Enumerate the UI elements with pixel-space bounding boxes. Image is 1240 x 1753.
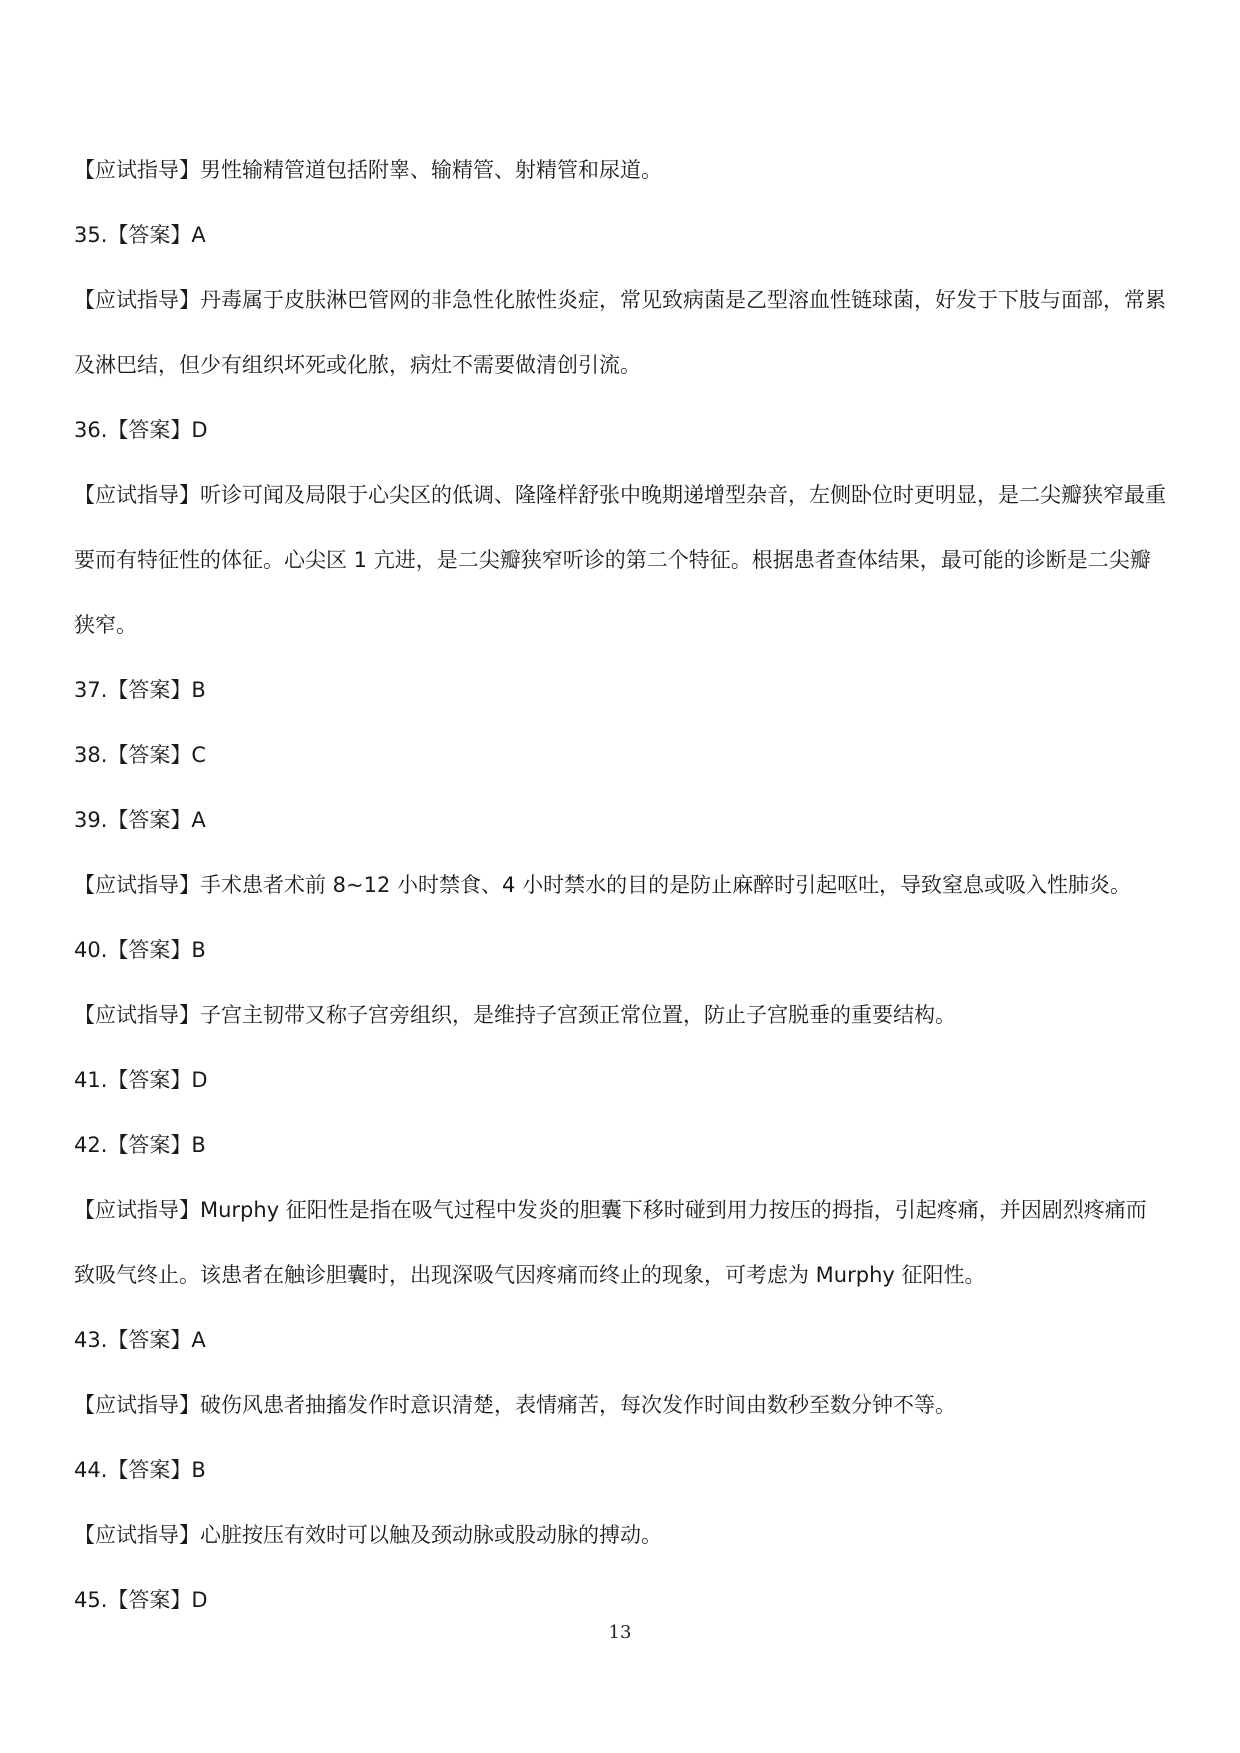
- page-number: 13: [608, 1622, 632, 1643]
- answer-label: 【答案】: [107, 1328, 192, 1352]
- answer-label: 【答案】: [107, 678, 192, 702]
- answer-value: B: [191, 938, 206, 962]
- question-number: 36.: [74, 418, 108, 442]
- question-number: 40.: [74, 938, 108, 962]
- guide-label: 【应试指导】: [74, 288, 200, 312]
- answer-line: [74, 1438, 1166, 1503]
- guide-paragraph: [74, 853, 1166, 918]
- guide-text: 破伤风患者抽搐发作时意识清楚，表情痛苦，每次发作时间由数秒至数分钟不等。: [200, 1393, 956, 1417]
- guide-text: 手术患者术前 8~12 小时禁食、4 小时禁水的目的是防止麻醉时引起呕吐，导致窒息或吸入性肺炎。: [200, 873, 1132, 897]
- answer-label: 【答案】: [107, 1068, 192, 1092]
- question-number: 45.: [74, 1588, 108, 1612]
- answer-key-content: [74, 138, 1166, 1633]
- answer-value: A: [191, 1328, 206, 1352]
- guide-paragraph: [74, 268, 1166, 398]
- guide-label: 【应试指导】: [74, 1393, 200, 1417]
- guide-label: 【应试指导】: [74, 483, 200, 507]
- question-number: 39.: [74, 808, 108, 832]
- answer-value: C: [191, 743, 207, 767]
- guide-paragraph: [74, 983, 1166, 1048]
- answer-line: [74, 658, 1166, 723]
- guide-paragraph: [74, 1503, 1166, 1568]
- answer-label: 【答案】: [107, 938, 192, 962]
- question-number: 41.: [74, 1068, 108, 1092]
- guide-paragraph: [74, 463, 1166, 658]
- question-number: 43.: [74, 1328, 108, 1352]
- guide-label: 【应试指导】: [74, 1523, 200, 1547]
- answer-line: [74, 788, 1166, 853]
- guide-label: 【应试指导】: [74, 1003, 200, 1027]
- guide-text: Murphy 征阳性是指在吸气过程中发炎的胆囊下移时碰到用力按压的拇指，引起疼痛，并因剧烈疼痛而致吸气终止。该患者在触诊胆囊时，出现深吸气因疼痛而终止的现象，可考虑为 Murphy 征阳性。: [74, 1198, 1147, 1287]
- question-number: 44.: [74, 1458, 108, 1482]
- question-number: 42.: [74, 1133, 108, 1157]
- answer-line: [74, 203, 1166, 268]
- guide-paragraph: [74, 138, 1166, 203]
- answer-label: 【答案】: [107, 808, 192, 832]
- question-number: 38.: [74, 743, 108, 767]
- answer-line: [74, 1048, 1166, 1113]
- answer-value: D: [191, 1068, 208, 1092]
- answer-label: 【答案】: [107, 743, 192, 767]
- answer-label: 【答案】: [107, 1588, 192, 1612]
- guide-label: 【应试指导】: [74, 158, 200, 182]
- guide-label: 【应试指导】: [74, 873, 200, 897]
- answer-value: A: [191, 808, 206, 832]
- answer-line: [74, 1308, 1166, 1373]
- answer-label: 【答案】: [107, 223, 192, 247]
- answer-label: 【答案】: [107, 418, 192, 442]
- answer-label: 【答案】: [107, 1458, 192, 1482]
- answer-value: D: [191, 418, 208, 442]
- answer-line: [74, 918, 1166, 983]
- answer-value: B: [191, 1133, 206, 1157]
- answer-label: 【答案】: [107, 1133, 192, 1157]
- guide-text: 丹毒属于皮肤淋巴管网的非急性化脓性炎症，常见致病菌是乙型溶血性链球菌，好发于下肢与面部，常累及淋巴结，但少有组织坏死或化脓，病灶不需要做清创引流。: [74, 288, 1166, 377]
- guide-text: 子宫主韧带又称子宫旁组织，是维持子宫颈正常位置，防止子宫脱垂的重要结构。: [200, 1003, 956, 1027]
- question-number: 35.: [74, 223, 108, 247]
- guide-label: 【应试指导】: [74, 1198, 200, 1222]
- guide-paragraph: [74, 1178, 1166, 1308]
- answer-value: B: [191, 678, 206, 702]
- answer-value: B: [191, 1458, 206, 1482]
- guide-paragraph: [74, 1373, 1166, 1438]
- guide-text: 男性输精管道包括附睾、输精管、射精管和尿道。: [200, 158, 662, 182]
- question-number: 37.: [74, 678, 108, 702]
- answer-line: [74, 398, 1166, 463]
- answer-value: D: [191, 1588, 208, 1612]
- guide-text: 听诊可闻及局限于心尖区的低调、隆隆样舒张中晚期递增型杂音，左侧卧位时更明显，是二尖瓣狭窄最重要而有特征性的体征。心尖区 1 亢进，是二尖瓣狭窄听诊的第二个特征。根据患者查体结果，最可能的诊断是二尖瓣狭窄。: [74, 483, 1166, 637]
- answer-line: [74, 1113, 1166, 1178]
- answer-value: A: [191, 223, 206, 247]
- answer-line: [74, 723, 1166, 788]
- guide-text: 心脏按压有效时可以触及颈动脉或股动脉的搏动。: [200, 1523, 662, 1547]
